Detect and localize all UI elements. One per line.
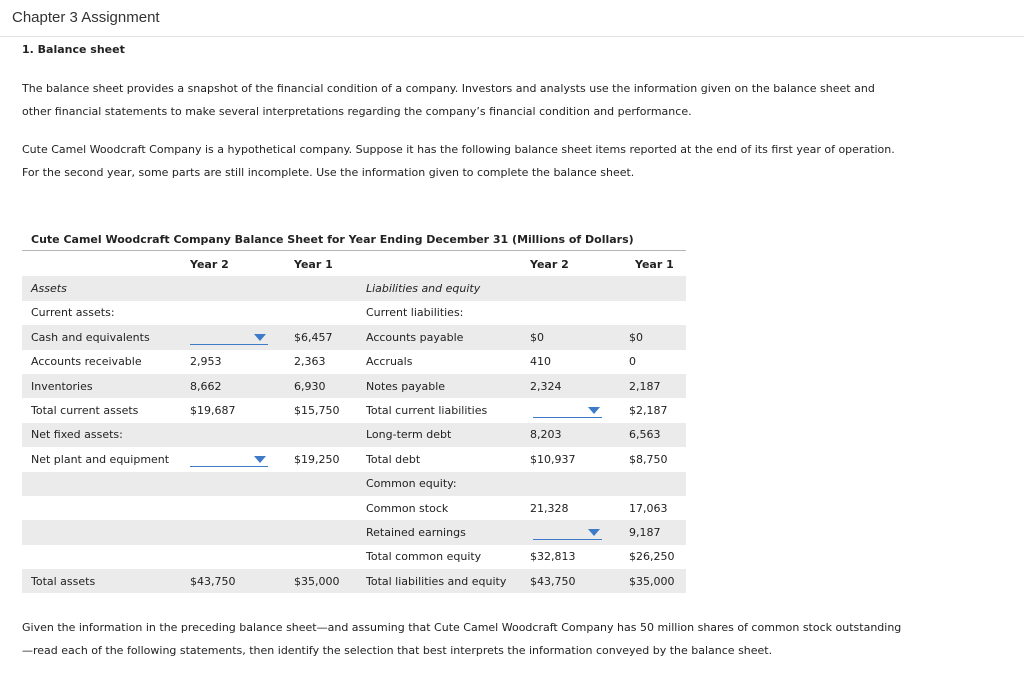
asset-label: Cash and equivalents xyxy=(22,325,186,349)
asset-year1-value: $6,457 xyxy=(294,325,366,349)
asset-label: Accounts receivable xyxy=(31,355,142,369)
table-row xyxy=(22,325,686,349)
liability-label: Liabilities and equity xyxy=(366,276,530,300)
divider xyxy=(22,250,686,251)
asset-year2-value xyxy=(186,520,294,544)
asset-year1-value xyxy=(294,276,366,300)
liability-year1-value: $8,750 xyxy=(629,452,668,466)
liability-label: Current liabilities: xyxy=(366,306,464,320)
table-row xyxy=(22,472,686,496)
cash-year2-dropdown-cell xyxy=(186,325,294,349)
liability-year1-value: $2,187 xyxy=(629,404,668,418)
asset-label: Total current assets xyxy=(31,404,139,418)
asset-year1-value: $35,000 xyxy=(294,569,366,593)
liability-year2-value: $0 xyxy=(530,325,629,349)
liability-label: Total debt xyxy=(366,452,421,466)
liability-year1-value: 9,187 xyxy=(629,520,686,544)
liability-year1-value: $0 xyxy=(629,325,686,349)
table-row xyxy=(22,276,686,300)
asset-label: Inventories xyxy=(22,374,186,398)
chevron-down-icon[interactable] xyxy=(588,407,600,414)
asset-year2-value: $43,750 xyxy=(186,569,294,593)
asset-year1-value: 2,363 xyxy=(294,355,326,369)
asset-year1-value: $19,250 xyxy=(294,452,340,466)
asset-year2-value xyxy=(186,472,294,496)
table-row xyxy=(22,447,686,471)
header-year2-assets: Year 2 xyxy=(190,257,229,271)
header-year1-liabilities: Year 1 xyxy=(635,257,674,271)
liability-label: Retained earnings xyxy=(366,520,530,544)
table-row xyxy=(22,520,686,544)
table-row xyxy=(22,398,686,422)
page-title: Chapter 3 Assignment xyxy=(12,9,160,26)
asset-year1-value xyxy=(294,423,366,447)
liability-label: Long-term debt xyxy=(366,423,530,447)
asset-year2-value xyxy=(186,496,294,520)
liability-year1-value: 6,563 xyxy=(629,423,686,447)
liability-year2-value: 2,324 xyxy=(530,374,629,398)
table-row xyxy=(22,423,686,447)
liability-year1-value xyxy=(629,472,686,496)
header-year2-liabilities: Year 2 xyxy=(530,257,569,271)
liability-year1-value: 17,063 xyxy=(629,501,668,515)
liability-year1-value: 0 xyxy=(629,355,636,369)
liability-year2-value: $32,813 xyxy=(530,550,576,564)
table-header-row xyxy=(22,252,686,276)
chevron-down-icon[interactable] xyxy=(254,334,266,341)
table-row xyxy=(22,374,686,398)
balance-sheet-table xyxy=(22,252,686,593)
liability-label: Total liabilities and equity xyxy=(366,569,530,593)
liability-year2-value xyxy=(530,276,629,300)
liability-year1-value: 2,187 xyxy=(629,374,686,398)
liability-year2-value: 21,328 xyxy=(530,501,569,515)
asset-label xyxy=(22,520,186,544)
liability-year1-value: $35,000 xyxy=(629,569,686,593)
liability-label: Notes payable xyxy=(366,374,530,398)
net-plant-year2-dropdown-cell xyxy=(186,447,294,471)
total-current-liabilities-year2-dropdown[interactable] xyxy=(533,403,602,418)
chevron-down-icon[interactable] xyxy=(588,529,600,536)
asset-label xyxy=(22,472,186,496)
liability-label: Total current liabilities xyxy=(366,404,488,418)
asset-year2-value: 2,953 xyxy=(190,355,222,369)
liability-label: Accruals xyxy=(366,355,413,369)
liability-year2-value: 410 xyxy=(530,355,551,369)
table-row xyxy=(22,545,686,569)
table-row xyxy=(22,496,686,520)
intro-paragraph-2: Cute Camel Woodcraft Company is a hypothetical company. Suppose it has the following balance sheet items reported at the end of its first year of operation. For the second year, some parts are still incomplete. Use the information given to complete the balance sheet. xyxy=(22,143,895,179)
table-row xyxy=(22,350,686,374)
asset-year1-value xyxy=(294,520,366,544)
cash-year2-dropdown[interactable] xyxy=(190,330,268,345)
asset-year1-value xyxy=(294,472,366,496)
liability-year2-value xyxy=(530,301,629,325)
asset-year1-value xyxy=(294,496,366,520)
liability-label: Accounts payable xyxy=(366,325,530,349)
asset-label: Assets xyxy=(22,276,186,300)
asset-label xyxy=(22,545,186,569)
retained-earnings-year2-dropdown[interactable] xyxy=(533,525,602,540)
asset-year2-value xyxy=(186,276,294,300)
conclusion-paragraph: Given the information in the preceding balance sheet—and assuming that Cute Camel Woodcraft Company has 50 million shares of common stock outstanding—read each of the following statements, then identify the selection that best interprets the information conveyed by the balance sheet. xyxy=(22,621,902,657)
table-row xyxy=(22,301,686,325)
asset-year1-value xyxy=(294,545,366,569)
header-bar xyxy=(0,0,1024,37)
liability-label: Common stock xyxy=(366,501,449,515)
liability-year1-value xyxy=(629,276,686,300)
liability-year1-value xyxy=(629,301,686,325)
liability-year2-value xyxy=(530,472,629,496)
asset-year2-value: $19,687 xyxy=(190,404,236,418)
asset-year2-value xyxy=(186,423,294,447)
asset-year2-value xyxy=(186,545,294,569)
asset-year1-value: 6,930 xyxy=(294,374,366,398)
liability-year2-value: $43,750 xyxy=(530,569,629,593)
intro-paragraph-1: The balance sheet provides a snapshot of the financial condition of a company. Investors and analysts use the information given on the balance sheet and other financial statements to make several interpretations regarding the company’s financial condition and performance. xyxy=(22,82,875,118)
retained-earnings-year2-dropdown-cell xyxy=(530,520,629,544)
liability-label: Common equity: xyxy=(366,472,530,496)
header-year1-assets: Year 1 xyxy=(294,257,333,271)
net-plant-year2-dropdown[interactable] xyxy=(190,452,268,467)
asset-label: Net plant and equipment xyxy=(31,452,170,466)
asset-year1-value: $15,750 xyxy=(294,404,340,418)
asset-year2-value xyxy=(186,301,294,325)
asset-year2-value: 8,662 xyxy=(186,374,294,398)
chevron-down-icon[interactable] xyxy=(254,456,266,463)
liability-year2-value: 8,203 xyxy=(530,423,629,447)
table-row xyxy=(22,569,686,593)
asset-label: Net fixed assets: xyxy=(22,423,186,447)
balance-sheet-title: Cute Camel Woodcraft Company Balance Sheet for Year Ending December 31 (Millions of Dollars) xyxy=(31,233,634,246)
section-title: 1. Balance sheet xyxy=(22,43,125,56)
asset-label xyxy=(22,496,186,520)
asset-year1-value xyxy=(294,301,366,325)
liability-year2-value: $10,937 xyxy=(530,452,576,466)
liability-year1-value: $26,250 xyxy=(629,550,675,564)
asset-label: Current assets: xyxy=(31,306,115,320)
total-current-liabilities-year2-dropdown-cell xyxy=(530,398,629,422)
liability-label: Total common equity xyxy=(366,550,482,564)
asset-label: Total assets xyxy=(22,569,186,593)
